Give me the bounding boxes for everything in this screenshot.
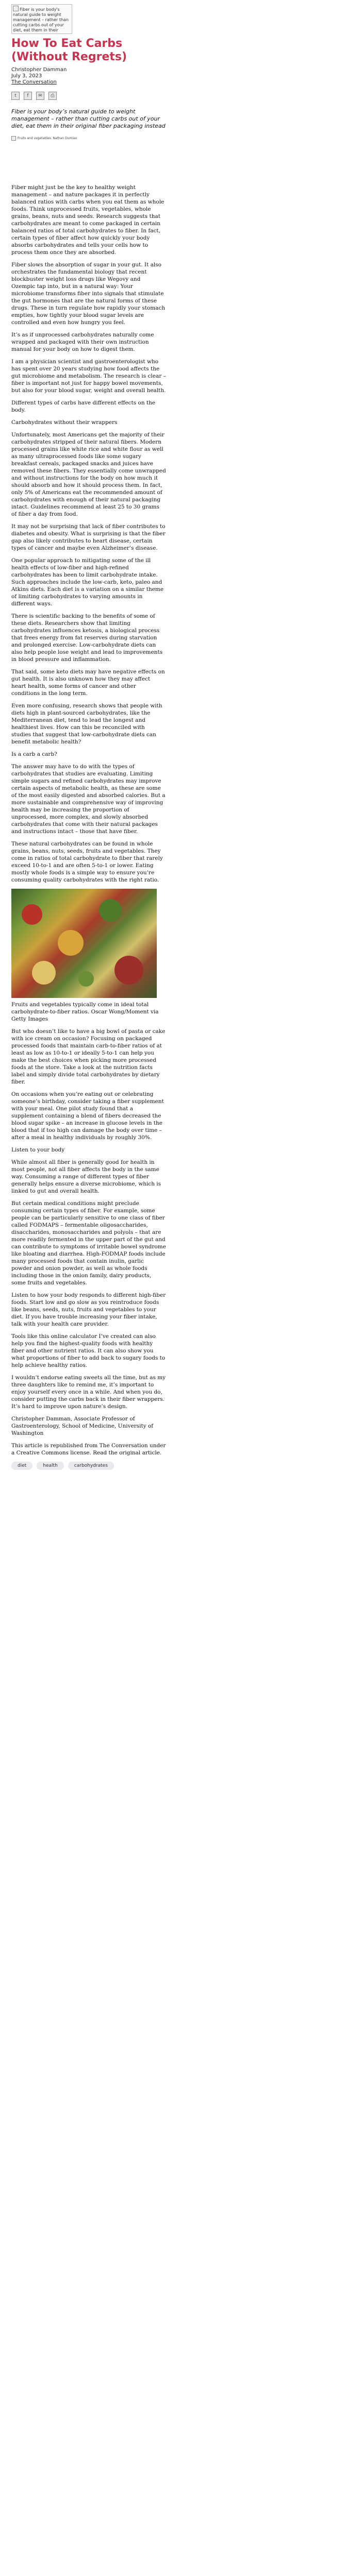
hero-alt-text: Fiber is your body's natural guide to weight management – rather than cutting carbs out of your diet, eat them in their [13,7,69,32]
publisher-link[interactable]: The Conversation [11,79,57,85]
hero-caption-text: Fruits and vegetables. Nathan Dumlao [18,137,77,140]
paragraph: These natural carbohydrates can be found in whole grains, beans, nuts, seeds, fruits and vegetables. They come in ratios of total carbohydrate to fiber that rarely exceed 10-to-1 and are often 5-to-1 or lower. Eating mostly whole foods is a simple way to ensure you’re consuming quality carbohydrates with the right ratio. [11,841,163,883]
publish-date: July 3, 2023 [11,73,42,79]
share-bar [11,92,166,100]
paragraph: But certain medical conditions might preclude consuming certain types of fiber. For example, some people can be particularly sensitive to one class of fiber called FODMAPS – fermentable oligosaccharides, disaccharides, monosaccharides and polyols – that are more readily fermented in the upper part of the gut and can contribute to symptoms of irritable bowel syndrome like bloating and diarrhea. High-FODMAP foods include many processed foods that contain inulin, garlic powder and onion powder, as well as whole foods including those in the onion family, dairy products, some fruits and vegetables. [11,1200,166,1286]
author-name: Christopher Damman [11,67,67,73]
paragraph: Fiber slows the absorption of sugar in your gut. It also orchestrates the fundamental biology that recent blockbuster weight loss drugs like Wegovy and Ozempic tap into, but in a natural way: Your microbiome transforms fiber into signals that stimulate the gut hormones that are the natural forms of these drugs. These in turn regulate how rapidly your stomach empties, how tightly your blood sugar levels are controlled and even how hungry you feel. [11,262,166,326]
paragraph: Tools like this online calculator I’ve created can also help you find the highest-quality foods with healthy fiber and other nutrient ratios. It can also show you what proportions of fiber to add back to sugary foods to help achieve healthy ratios. [11,1333,166,1368]
tag-carbohydrates[interactable]: carbohydrates [68,1462,114,1470]
paragraph: I am a physician scientist and gastroenterologist who has spent over 20 years studying how food affects the gut microbiome and metabolism. The research is clear – fiber is important not just for happy bowel movements, but also for your blood sugar, weight and overall health. [11,359,166,394]
standfirst: Fiber is your body’s natural guide to weight management – rather than cutting carbs out of your diet, eat them in their original fiber packaging instead [11,108,166,129]
paragraph: I wouldn’t endorse eating sweets all the time, but as my three daughters like to remind me, it’s important to enjoy yourself every once in a while. And when you do, consider putting the carbs back in their fiber wrappers. It’s hard to improve upon nature’s design. [11,1375,166,1410]
paragraph: Listen to how your body responds to different high-fiber foods. Start low and go slow as you reintroduce foods like beans, seeds, nuts, fruits and vegetables to your diet. If you have trouble increasing your fiber intake, talk with your health care provider. [11,1292,166,1327]
section-heading: Carbohydrates without their wrappers [11,419,118,426]
facebook-share-icon[interactable]: f [24,92,32,100]
paragraph: The answer may have to do with the types of carbohydrates that studies are evaluating. Limiting simple sugars and refined carbohydrates may improve certain aspects of metabolic health, as these are some of the most easily digested and absorbed calories. But a more sustainable and comprehensive way of improving health may be increasing the proportion of unprocessed, more complex, and slowly absorbed carbohydrates that come with their natural packages and instructions intact – those that have fiber. [11,764,166,835]
paragraph: One popular approach to mitigating some of the ill health effects of low-fiber and high-refined carbohydrates has been to limit carbohydrate intake. Such approaches include the low-carb, keto, paleo and Atkins diets. Each diet is a variation on a similar theme of limiting carbohydrates to varying amounts in different ways. [11,557,164,607]
byline [11,67,166,86]
print-share-icon[interactable]: ⎙ [48,92,57,100]
photo-caption: Fruits and vegetables typically come in ideal total carbohydrate-to-fiber ratios. Oscar Wong/Moment via Getty Images [11,1002,159,1022]
tag-health[interactable]: health [37,1462,64,1470]
article-title: How To Eat Carbs (Without Regrets) [11,37,127,63]
author-bio: Christopher Damman, Associate Professor of Gastroenterology, School of Medicine, University of Washington [11,1416,154,1436]
email-share-icon[interactable]: ✉ [36,92,44,100]
broken-image-icon [11,136,16,141]
paragraph: Fiber might just be the key to healthy weight management – and nature packages it in perfectly balanced ratios with carbs when you eat them as whole foods. Think unprocessed fruits, vegetables, whole grains, beans, nuts and seeds. Research suggests that carbohydrates are meant to come packaged in certain balanced ratios of total carbohydrates to fiber. In fact, certain types of fiber affect how quickly your body absorbs carbohydrates and tells your cells how to process them once they are absorbed. [11,184,165,256]
paragraph: There is scientific backing to the benefits of some of these diets. Researchers show that limiting carbohydrates influences ketosis, a biological process that frees energy from fat reserves during starvation and prolonged exercise. Low-carbohydrate diets can also help people lose weight and lead to improvements in blood pressure and inflammation. [11,613,163,663]
paragraph: Unfortunately, most Americans get the majority of their carbohydrates stripped of their natural fibers. Modern processed grains like white rice and white flour as well as many ultraprocessed foods like some sugary breakfast cereals, packaged snacks and juices have removed these fibers. They essentially come unwrapped and without instructions for the body on how much it should absorb and how it should process them. In fact, only 5% of Americans eat the recommended amount of carbohydrates with enough of their natural packaging intact. Guidelines recommend at least 25 to 30 grams of fiber a day from food. [11,432,166,517]
broken-image-icon [13,6,19,11]
paragraph: Even more confusing, research shows that people with diets high in plant-sourced carbohydrates, like the Mediterranean diet, tend to lead the longest and healthiest lives. How can this be reconciled with studies that suggest that low-carbohydrate diets can benefit metabolic health? [11,703,162,745]
paragraph: On occasions when you’re eating out or celebrating someone’s birthday, consider taking a fiber supplement with your meal. One pilot study found that a supplement containing a blend of fibers decreased the blood sugar spike – an increase in glucose levels in the blood that if too high can damage the body over time – after a meal in healthy individuals by roughly 30%. [11,1091,164,1141]
paragraph: That said, some keto diets may have negative effects on gut health. It is also unknown how they may affect heart health, some forms of cancer and other conditions in the long term. [11,669,165,697]
section-heading: Listen to your body [11,1147,65,1153]
twitter-share-icon[interactable]: t [11,92,20,100]
tag-list [11,1462,166,1470]
republish-note: This article is republished from The Conversation under a Creative Commons license. Read the original article. [11,1443,166,1456]
paragraph: Different types of carbs have different effects on the body. [11,400,156,413]
fruits-vegetables-photo [11,889,157,998]
article-body [11,37,166,1470]
paragraph: It may not be surprising that lack of fiber contributes to diabetes and obesity. What is surprising is that the fiber gap also likely contributes to heart disease, certain types of cancer and maybe even Alzheimer’s disease. [11,523,166,551]
tag-diet[interactable]: diet [11,1462,32,1470]
paragraph: But who doesn’t like to have a big bowl of pasta or cake with ice cream on occasion? Focusing on packaged processed foods that maintain carb-to-fiber ratios of at least as low as 10-to-1 or ideally 5-to-1 can help you make the best choices when picking more processed foods at the store. Take a look at the nutrition facts label and simply divide total carbohydrates by dietary fiber. [11,1028,166,1085]
paragraph: While almost all fiber is generally good for health in most people, not all fiber affects the body in the same way. Consuming a range of different types of fiber generally helps ensure a diverse microbiome, which is linked to gut and overall health. [11,1159,161,1194]
section-heading: Is a carb a carb? [11,751,57,757]
paragraph: It’s as if unprocessed carbohydrates naturally come wrapped and packaged with their own instruction manual for your body on how to digest them. [11,332,154,352]
hero-image-broken [11,4,72,34]
hero-caption [11,136,166,141]
